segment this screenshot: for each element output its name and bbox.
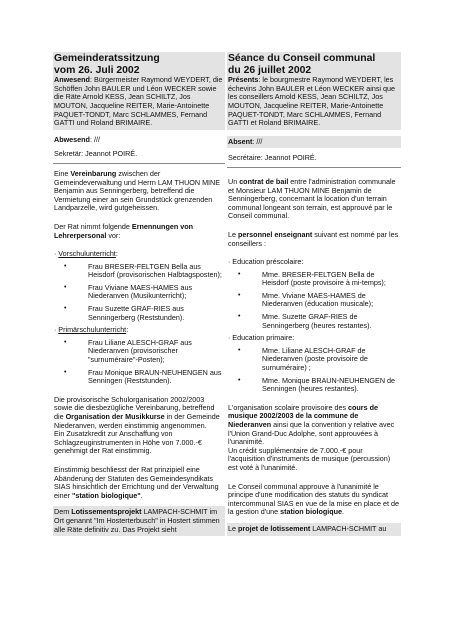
list-item: • Mme. Liliane ALESCH-GRAF de Niederanven (poste provisoire de surnuméraire) ; [262,347,400,373]
german-paragraph-credit: Ein Zusatzkredit zur Anschaffung von Schlagzeuginstrumenten in Höhe von 7.000.-€ genehmigt der Rat einstimmig. [54,429,202,456]
list-item: • Mme. Viviane MAES-HAMES de Niederanven (éducation musicale); [262,292,400,309]
french-primary-label: · Education primaire: [228,333,295,343]
german-absent: Abwesend: /// [54,134,100,144]
list-item: • Mme. Suzette GRAF-RIES de Senningerberg (heures restantes). [262,313,400,330]
german-secretary: Sekretär: Jeannot POIRÉ. [54,149,138,159]
french-column [228,52,400,536]
list-item: • Frau Suzette GRAF-RIES aus Senningerberg (Reststunden). [88,305,224,322]
german-primary-label: · Primärschulunterricht: [54,325,129,335]
french-preschool-list [228,271,400,331]
german-attendance: Anwesend: Bürgermeister Raymond WEYDERT, die Schöffen John BAULER und Léon WECKER sowie die Räte Arnold KESS, Jean SCHILTZ, Jos MOUTON, Jacqueline REITER, Marie-Antoinette PAQUET-TONDT, Marc SCHLAMMES, Fernand GATTI und Roland BRIMAIRE. [53,76,225,130]
german-paragraph-sias: Einstimmig beschliesst der Rat prinzipiell eine Abänderung der Statuten des Gemeindesyndikats SIAS hinsichtlich der Errichtung und der Verwaltung einer "station biologique". [54,464,219,500]
french-paragraph-sias: Le Conseil communal approuve à l'unanimité le principe d'une modification des statuts du syndicat intercommunal SIAS en vue de la mise en place et de la gestion d'une station biologique. [228,481,399,517]
list-item: • Frau Viviane MAES-HAMES aus Niederanven (Musikunterricht); [88,284,224,301]
german-paragraph-appointments: Der Rat nimmt folgende Ernennungen von Lehrerpersonal vor: [54,221,193,240]
french-paragraph-appointments: Le personnel enseignant suivant est nommé par les conseillers : [228,229,399,248]
french-absent: Absent: /// [227,136,401,149]
french-attendance: Présents: le bourgmestre Raymond WEYDERT, les échevins John BAULER et Léon WECKER ainsi que les conseillers Arnold KESS, Jean SCHILTZ, Jos MOUTON, Jacqueline REITER, Marie-Antoinette PAQUET-TONDT, Marc SCHLAMMES, Fernand GATTI et Roland BRIMAIRE. [227,76,401,130]
french-paragraph-lease: Un contrat de bail entre l'administration communale et Monsieur LAM THUON MINE Benjamin de Senningerberg, concernant la location d'un terrain communal longeant son terrain, est approuvé par le Conseil communal. [228,176,396,221]
german-title: Gemeinderatssitzung vom 26. Juli 2002 [53,52,225,76]
french-paragraph-lotissement: Le projet de lotissement LAMPACH-SCHMIT au [227,523,401,536]
french-secretary: Secrétaire: Jeannot POIRÉ. [228,153,317,163]
french-paragraph-credit: Un crédit supplémentaire de 7.000.-€ pour l'acquisition d'instruments de musique (percussion) est voté à l'unanimité. [228,445,391,472]
german-preschool-list [54,263,224,323]
french-title: Séance du Conseil communal du 26 juillet 2002 [227,52,401,76]
german-paragraph-lotissement: Dem Lotissementsprojekt LAMPACH-SCHMIT im Ort genannt "Im Hosterterbusch" in Hostert stimmen alle Räte definitiv zu. Das Projekt sieht [53,506,225,536]
german-paragraph-lease: Eine Vereinbarung zwischen der Gemeindeverwaltung und Herrn LAM THUON MINE Benjamin aus Senningerberg, betreffend die Vermietung einer an sein Grundstück grenzenden Landparzelle, wird gutgeheissen. [54,168,221,213]
german-primary-list [54,339,224,386]
list-item: • Mme. BRESER-FELTGEN Bella de Heisdorf (poste provisoire à mi-temps); [262,271,400,288]
list-item: • Frau Monique BRAUN-NEUHENGEN aus Senningen (Reststunden). [88,369,224,386]
list-item: • Frau BRESER-FELTGEN Bella aus Heisdorf (provisorischen Halbtagsposten); [88,263,224,280]
french-primary-list [228,347,400,394]
german-preschool-label: · Vorschulunterricht: [54,249,118,259]
french-paragraph-music: L'organisation scolaire provisoire des cours de musique 2002/2003 de la commune de Niederanven ainsi que la convention y relative avec l'Union Grand-Duc Adolphe, sont approuvées à l'unanimité. [228,402,395,447]
french-preschool-label: · Education préscolaire: [228,257,304,267]
list-item: • Frau Liliane ALESCH-GRAF aus Niederanven (provisorischer "surnuméraire"-Posten); [88,339,224,365]
list-item: • Mme. Monique BRAUN-NEUHENGEN de Senningen (heures restantes). [262,377,400,394]
german-paragraph-music: Die provisorische Schulorganisation 2002/2003 sowie die diesbezügliche Vereinbarung, betreffend die Organisation der Musikkurse in der Gemeinde Niederanven, werden einstimmig angenommen. [54,394,220,430]
german-column [54,52,224,536]
